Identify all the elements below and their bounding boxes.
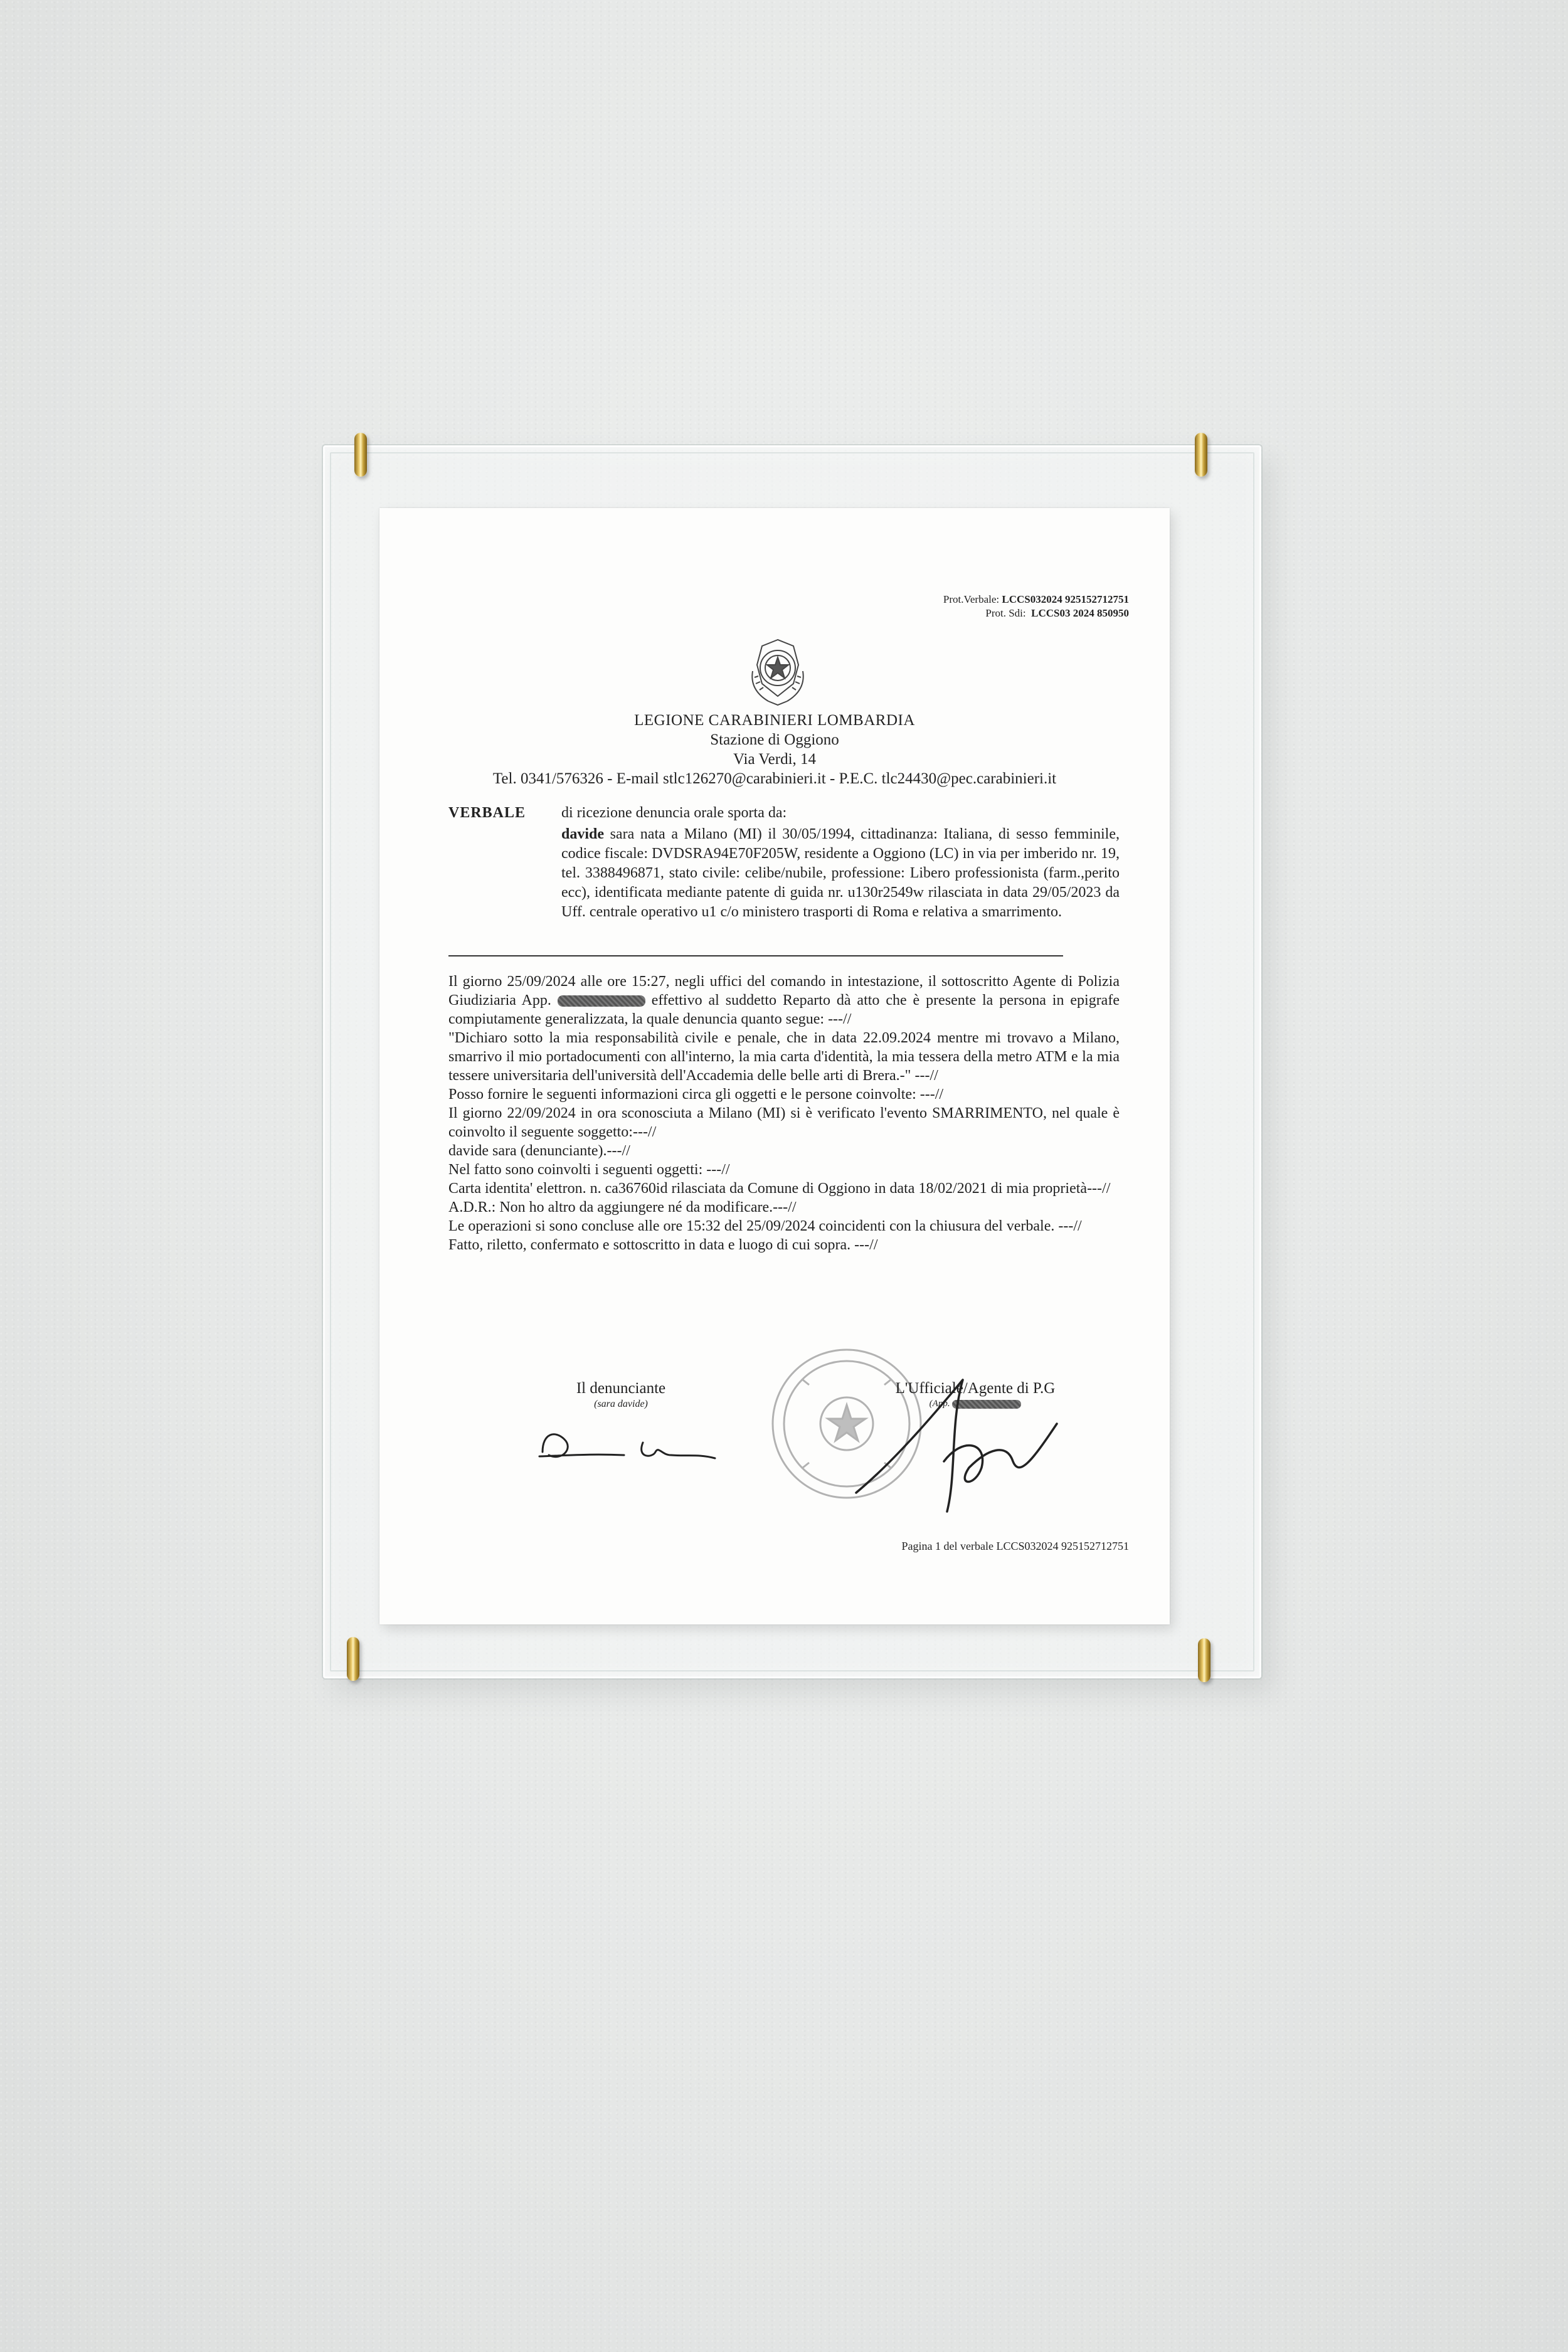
complainant-handwritten-signature	[536, 1424, 718, 1468]
officer-role: L'Ufficiale/Agente di P.G	[895, 1380, 1056, 1397]
narrative-paragraph-5: davide sara (denunciante).---//	[448, 1143, 630, 1159]
protocol-verbale-value: LCCS032024 925152712751	[1002, 593, 1129, 605]
brass-pin-bottom-left	[347, 1637, 359, 1681]
protocol-sdi-label: Prot. Sdi:	[985, 607, 1026, 619]
brass-pin-top-left	[354, 433, 367, 477]
officer-name-prefix: (App.	[929, 1399, 950, 1409]
brass-pin-bottom-right	[1198, 1638, 1210, 1682]
protocol-sdi-value: LCCS03 2024 850950	[1031, 607, 1129, 619]
narrative-p1-part-b: effettivo al suddetto Reparto dà atto che è presente la persona in epigrafe compiutamente generalizzata, la quale denuncia quanto segue: ---//	[448, 992, 1120, 1027]
complainant-signature-block	[546, 1380, 696, 1410]
header-station: Stazione di Oggiono	[710, 731, 839, 748]
narrative-p1-part-a: Il giorno 25/09/2024 alle ore 15:27, negli uffici del comando in intestazione, il sottoscritto Agente di Polizia Giudiziaria App.	[448, 973, 1120, 1009]
narrative-paragraph-10: Fatto, riletto, confermato e sottoscritto in data e luogo di cui sopra. ---//	[448, 1237, 878, 1253]
narrative-paragraph-1	[448, 972, 1120, 1029]
header-address: Via Verdi, 14	[733, 751, 817, 768]
document-header	[379, 711, 1170, 788]
verbale-intro: di ricezione denuncia orale sporta da:	[561, 805, 787, 821]
complainant-role: Il denunciante	[576, 1380, 666, 1397]
narrative-paragraph-6: Nel fatto sono coinvolti i seguenti oggetti: ---//	[448, 1162, 730, 1178]
header-contacts: Tel. 0341/576326 - E-mail stlc126270@carabinieri.it - P.E.C. tlc24430@pec.carabinieri.it	[492, 770, 1057, 787]
complainant-signature-name: (sara davide)	[594, 1399, 648, 1409]
page-footer: Pagina 1 del verbale LCCS032024 925152712751	[901, 1540, 1129, 1552]
narrative-paragraph-3: Posso fornire le seguenti informazioni circa gli oggetti e le persone coinvolte: ---//	[448, 1086, 944, 1103]
document-page	[379, 508, 1170, 1624]
narrative-paragraph-7: Carta identita' elettron. n. ca36760id rilasciata da Comune di Oggiono in data 18/02/2021 di mia proprietà---//	[448, 1180, 1111, 1197]
narrative-section	[448, 972, 1120, 1254]
italian-republic-emblem-icon	[743, 633, 812, 709]
narrative-paragraph-4: Il giorno 22/09/2024 in ora sconosciuta a Milano (MI) si è verificato l'evento SMARRIMENTO, nel quale è coinvolto il seguente soggetto:---//	[448, 1105, 1120, 1140]
narrative-paragraph-9: Le operazioni si sono concluse alle ore 15:32 del 25/09/2024 coincidenti con la chiusura del verbale. ---//	[448, 1218, 1082, 1234]
redaction-mark	[558, 995, 645, 1007]
protocol-verbale-label: Prot.Verbale:	[943, 593, 1000, 605]
narrative-paragraph-8: A.D.R.: Non ho altro da aggiungere né da modificare.---//	[448, 1199, 797, 1216]
verbale-label: VERBALE	[448, 805, 526, 821]
narrative-paragraph-2: "Dichiaro sotto la mia responsabilità civile e penale, che in data 22.09.2024 mentre mi trovavo a Milano, smarrivo il mio portadocumenti con all'interno, la mia carta d'identità, la mia tessera della metro ATM e la mia tessere universitaria dell'università dell'Accademia delle belle arti di Brera.-" ---//	[448, 1030, 1120, 1084]
verbale-body	[561, 825, 1120, 922]
officer-handwritten-signature	[844, 1367, 1069, 1524]
complainant-name: davide	[561, 826, 605, 842]
header-title: LEGIONE CARABINIERI LOMBARDIA	[634, 712, 915, 729]
verbale-details: sara nata a Milano (MI) il 30/05/1994, cittadinanza: Italiana, di sesso femminile, codice fiscale: DVDSRA94E70F205W, residente a Oggiono (LC) in via per imberido nr. 19, tel. 3388496871, stato civile: celibe/nubile, professione: Libero professionista (farm.,perito ecc), identificata mediante patente di guida nr. u130r2549w rilasciata in data 29/05/2023 da Uff. centrale operativo u1 c/o ministero trasporti di Roma e relativa a smarrimento.	[561, 826, 1120, 920]
protocol-block	[943, 593, 1129, 620]
brass-pin-top-right	[1195, 433, 1207, 477]
divider-line	[448, 955, 1063, 956]
